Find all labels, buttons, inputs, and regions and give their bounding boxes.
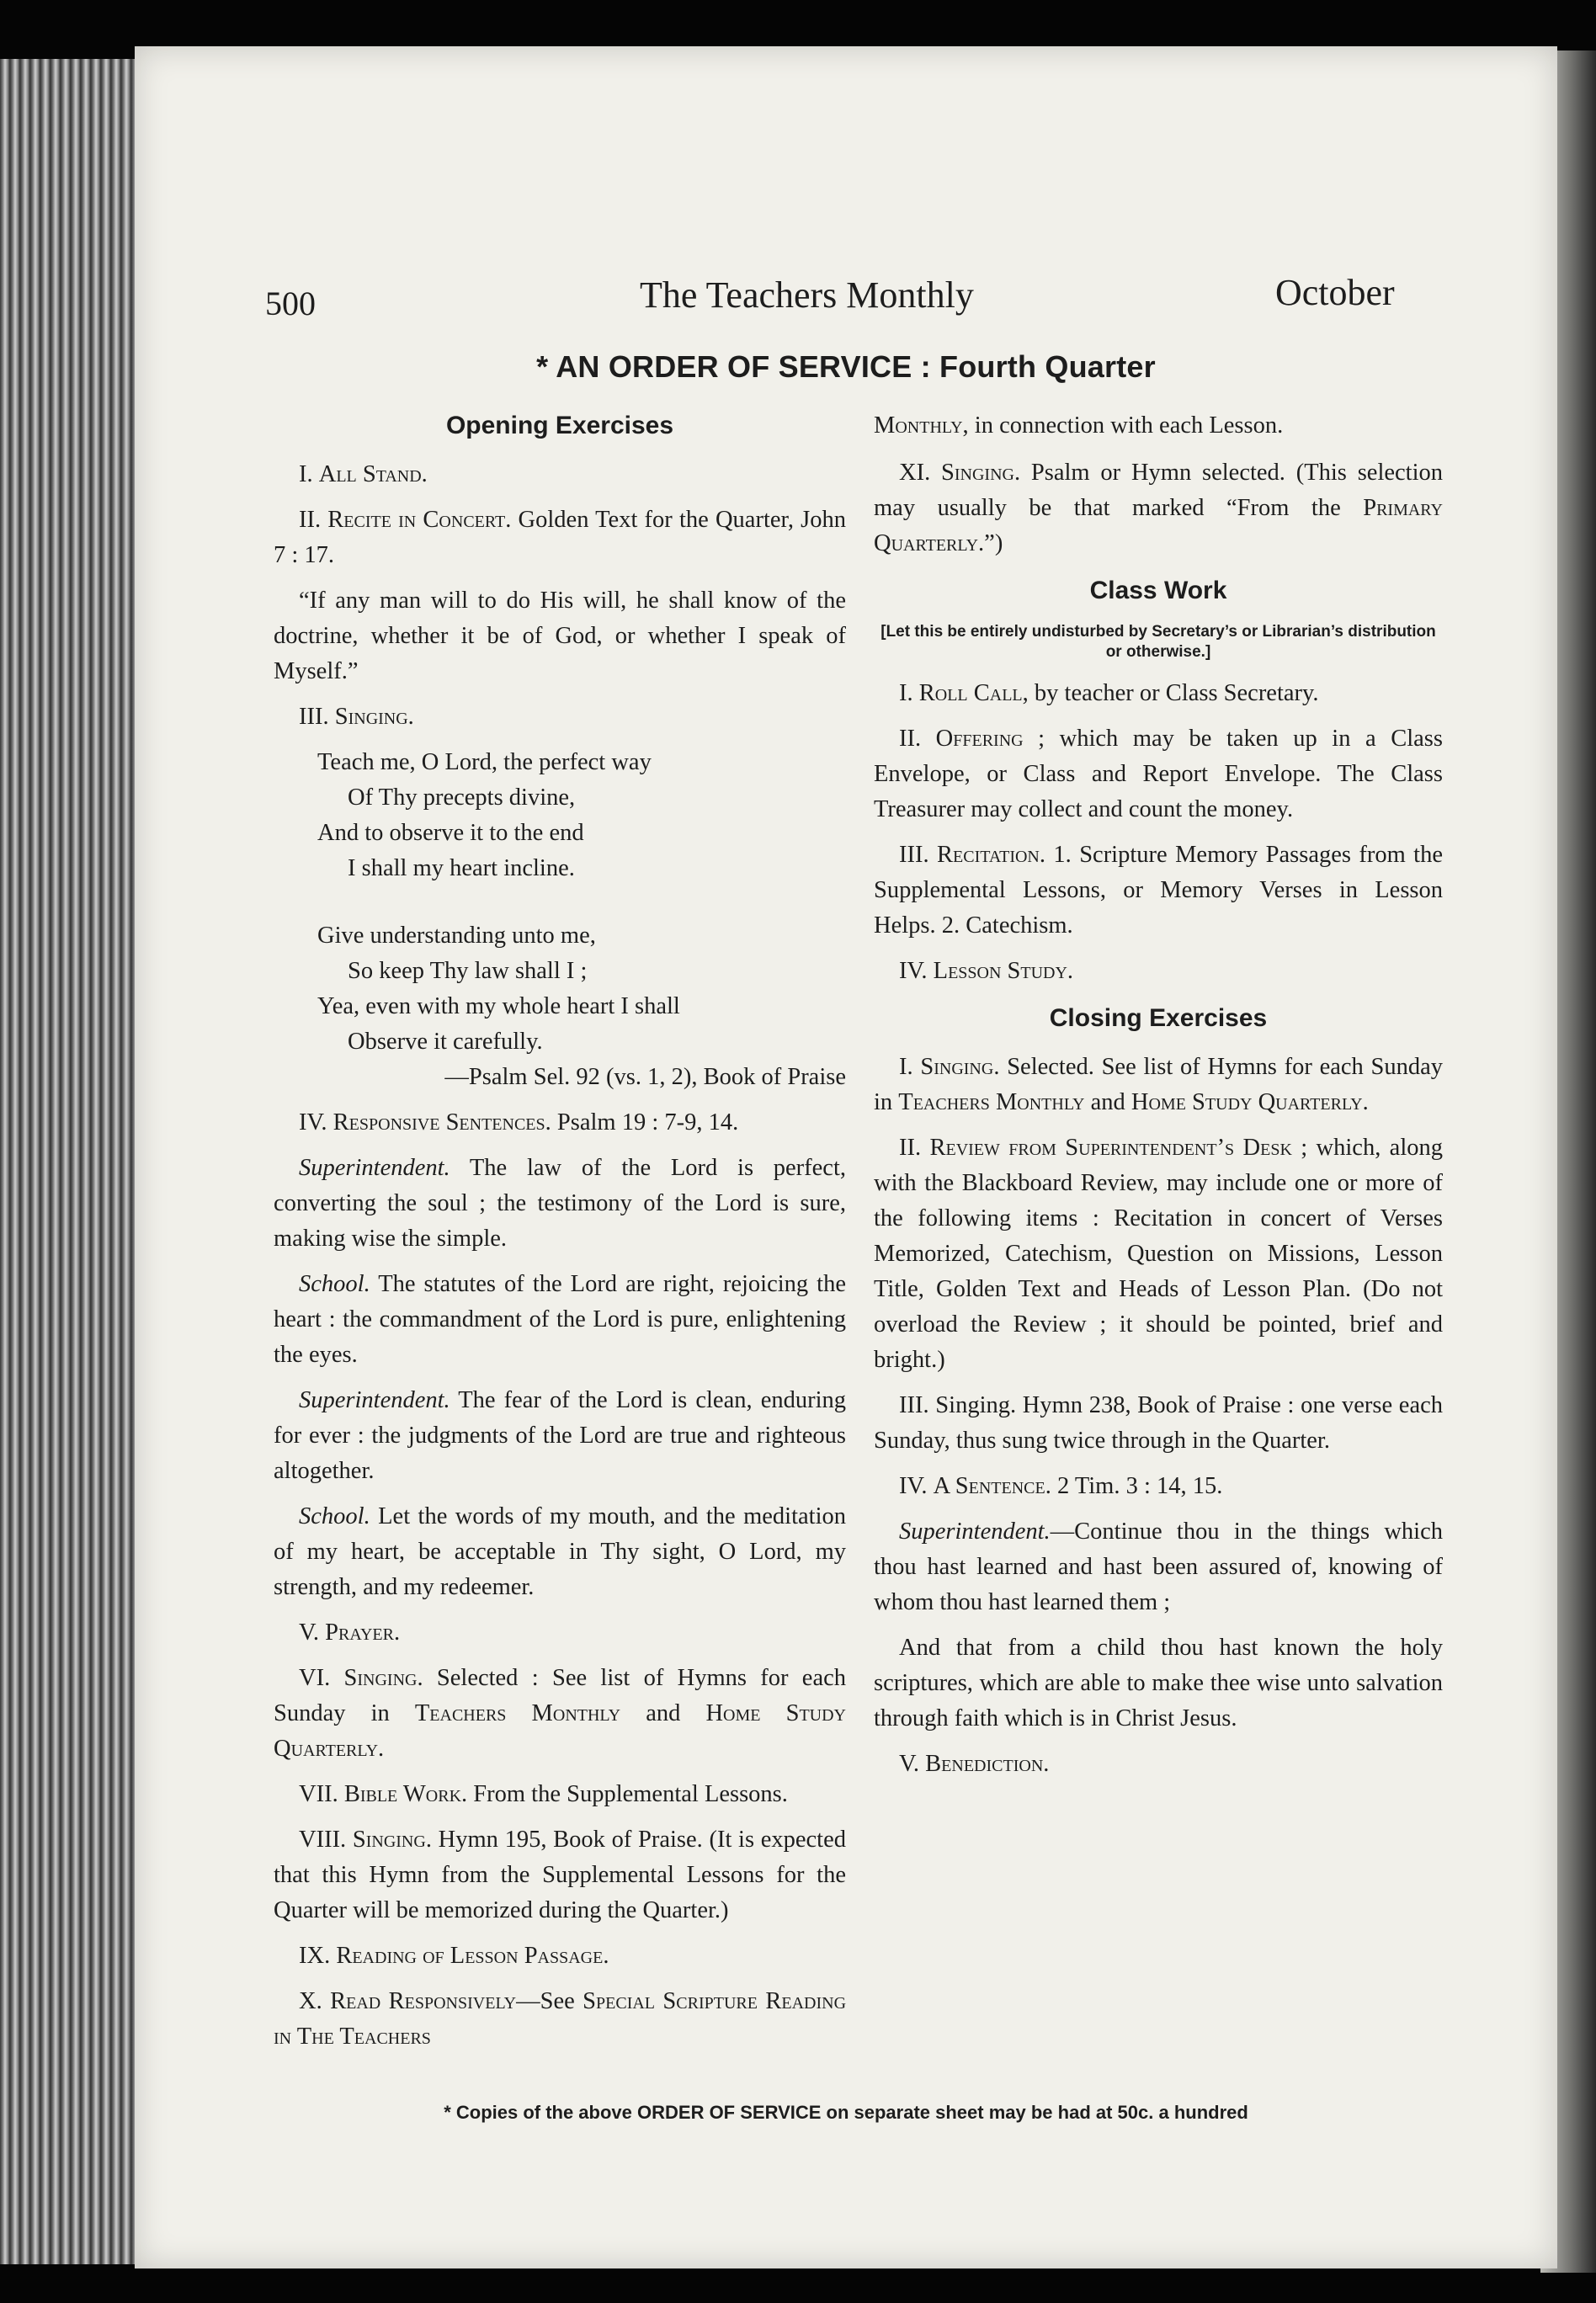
poem-line: I shall my heart incline. — [348, 855, 575, 881]
class-item-iii: III. Recitation. 1. Scripture Memory Passages from the Supplemental Lessons, or Memory Verses in Lesson Helps. 2. Catechism. — [874, 842, 1443, 939]
poem-line: And to observe it to the end — [317, 820, 584, 846]
responsive-sentence: School. Let the words of my mouth, and the meditation of my heart, be acceptable in Thy sight, O Lord, my strength, and my redeemer. — [274, 1503, 846, 1600]
responsive-sentence: Superintendent. The law of the Lord is perfect, converting the soul ; the testimony of the Lord is sure, making wise the simple. — [274, 1155, 846, 1252]
closing-item-v: V. Benediction. — [899, 1751, 1050, 1777]
closing-exercises-heading: Closing Exercises — [1049, 1004, 1268, 1032]
class-work-heading: Class Work — [1089, 577, 1227, 604]
item-x: X. Read Responsively—See Special Scripture Reading in The Teachers — [274, 1988, 847, 2050]
item-vi: VI. Singing. Selected : See list of Hymns for each Sunday in Teachers Monthly and Home Study Quarterly. — [274, 1665, 846, 1762]
right-column — [874, 408, 1443, 1792]
item-v: V. Prayer. — [299, 1620, 401, 1646]
responsive-sentence: Superintendent. The fear of the Lord is clean, enduring for ever : the judgments of the Lord are true and righteous altogether. — [274, 1387, 846, 1484]
scripture-sentence: Superintendent.—Continue thou in the things which thou hast learned and hast been assured of, knowing of whom thou hast learned them ; — [874, 1518, 1443, 1615]
book-page — [135, 46, 1557, 2268]
item-viii: VIII. Singing. Hymn 195, Book of Praise. (It is expected that this Hymn from the Supplemental Lessons for the Quarter will be memorized during the Quarter.) — [274, 1827, 847, 1923]
responsive-sentence: School. The statutes of the Lord are right, rejoicing the heart : the commandment of the Lord is pure, enlightening the eyes. — [274, 1271, 846, 1368]
running-title: The Teachers Monthly — [640, 274, 974, 316]
item-i: I. All Stand. — [299, 461, 428, 487]
poem-line: Give understanding unto me, — [317, 923, 596, 949]
class-item-iv: IV. Lesson Study. — [899, 958, 1074, 984]
golden-text-quote: “If any man will to do His will, he shall know of the doctrine, whether it be of God, or whether I speak of Myself.” — [274, 588, 846, 684]
poem-line: Teach me, O Lord, the perfect way — [317, 749, 652, 775]
page-number: 500 — [265, 285, 316, 322]
closing-item-iii: III. Singing. Hymn 238, Book of Praise : one verse each Sunday, thus sung twice through in the Quarter. — [874, 1392, 1443, 1454]
opening-exercises-heading: Opening Exercises — [445, 412, 674, 439]
item-x-continued: Monthly, in connection with each Lesson. — [874, 412, 1284, 439]
closing-item-ii: II. Review from Superintendent’s Desk ; which, along with the Blackboard Review, may include one or more of the following items : Recitation in concert of Verses Memorized, Catechism, Question on Missions, Lesson Title, Golden Text and Heads of Lesson Plan. (Do not overload the Review ; it should be pointed, brief and bright.) — [874, 1135, 1443, 1373]
poem-line: So keep Thy law shall I ; — [348, 958, 588, 984]
closing-item-i: I. Singing. Selected. See list of Hymns for each Sunday in Teachers Monthly and Home Study Quarterly. — [874, 1054, 1444, 1115]
item-iv: IV. Responsive Sentences. Psalm 19 : 7-9, 14. — [299, 1109, 739, 1136]
item-iii: III. Singing. — [299, 704, 414, 730]
hymn-verses — [274, 745, 846, 1095]
item-ii: II. Recite in Concert. Golden Text for the Quarter, John 7 : 17. — [274, 507, 847, 568]
item-ix: IX. Reading of Lesson Passage. — [299, 1943, 609, 1969]
poem-attribution: —Psalm Sel. 92 (vs. 1, 2), Book of Praise — [444, 1064, 846, 1090]
class-work-note: [Let this be entirely undisturbed by Secretary’s or Librarian’s distribution or otherwise.] — [880, 623, 1436, 661]
footnote: * Copies of the above ORDER OF SERVICE on separate sheet may be had at 50c. a hundred — [444, 2102, 1248, 2123]
item-xi: XI. Singing. Psalm or Hymn selected. (This selection may usually be that marked “From the Primary Quarterly.”) — [874, 460, 1443, 556]
left-column — [274, 408, 846, 2065]
poem-line: Of Thy precepts divine, — [348, 785, 576, 811]
class-item-i: I. Roll Call, by teacher or Class Secretary. — [899, 680, 1319, 706]
class-item-ii: II. Offering ; which may be taken up in a Class Envelope, or Class and Report Envelope. The Class Treasurer may collect and count the money. — [874, 726, 1443, 822]
scripture-sentence: And that from a child thou hast known the holy scriptures, which are able to make thee wise unto salvation through faith which is in Christ Jesus. — [874, 1635, 1443, 1731]
page-header — [135, 274, 1557, 332]
poem-line: Observe it carefully. — [348, 1029, 543, 1055]
page-title: * AN ORDER OF SERVICE : Fourth Quarter — [536, 349, 1156, 384]
closing-item-iv: IV. A Sentence. 2 Tim. 3 : 14, 15. — [899, 1473, 1223, 1499]
month-label: October — [1275, 272, 1395, 313]
item-vii: VII. Bible Work. From the Supplemental Lessons. — [299, 1781, 788, 1807]
poem-line: Yea, even with my whole heart I shall — [317, 993, 680, 1019]
book-binding-edge — [0, 59, 147, 2264]
